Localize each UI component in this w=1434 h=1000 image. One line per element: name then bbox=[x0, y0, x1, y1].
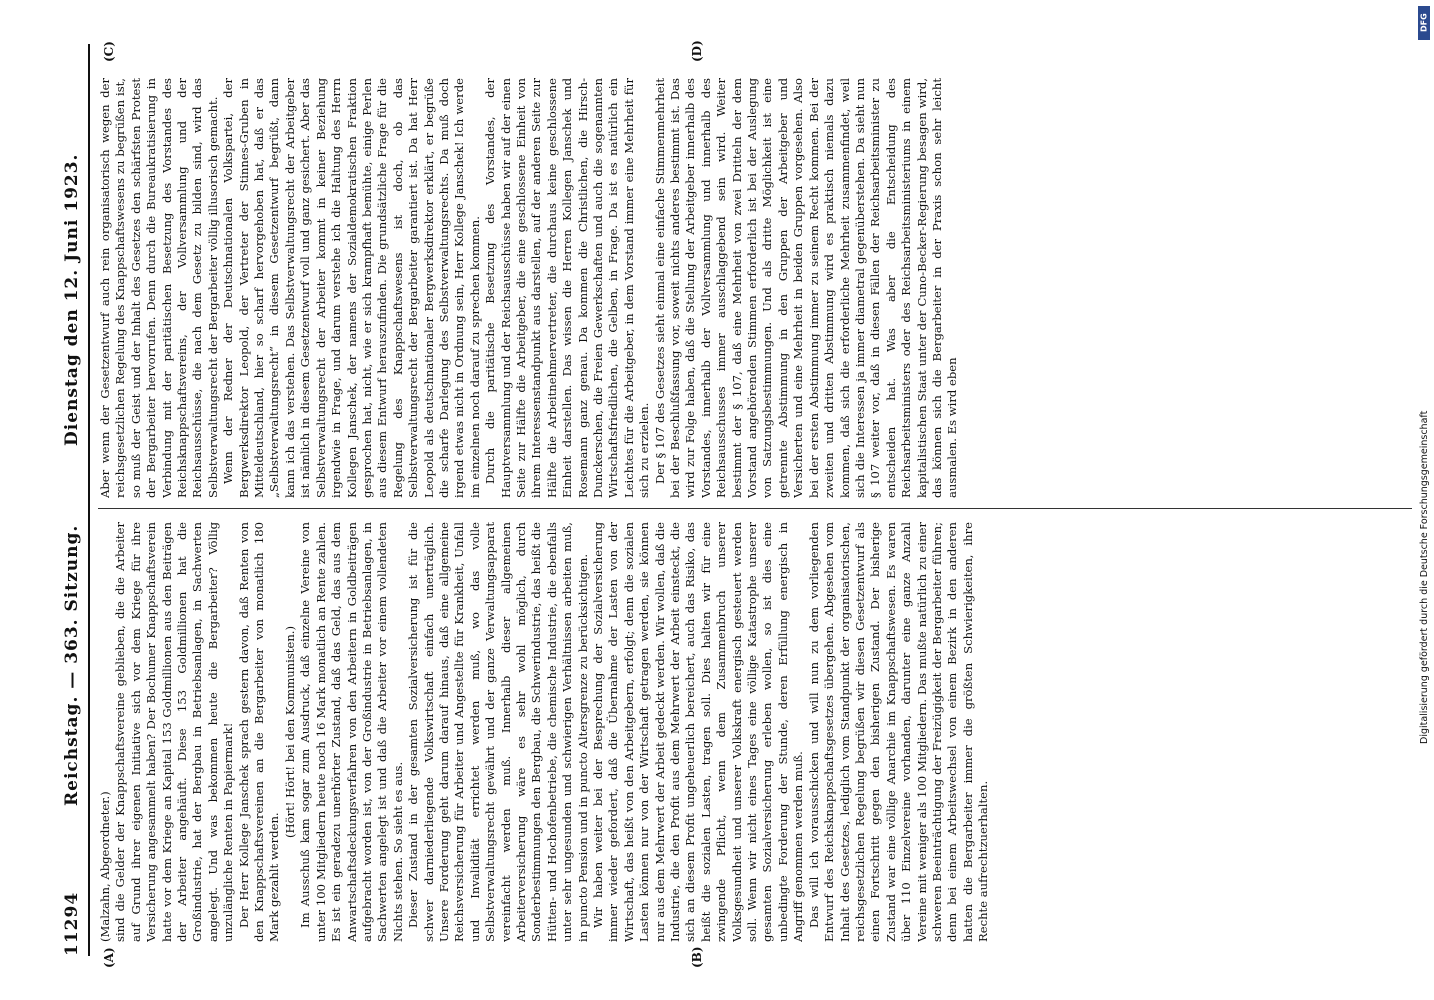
left-column bbox=[98, 522, 1412, 942]
digitization-note: Digitalisierung gefördert durch die Deutsche Forschungsgemeinschaft bbox=[1419, 410, 1430, 744]
paragraph: Durch die paritätische Besetzung des Vorstandes, der Hauptversammlung und der Reichsausschüsse haben wir auf der einen Seite zur Hälfte die Arbeitgeber, die eine geschlossene Einheit von ihrem Interessenstandpunkt aus darstellen, auf der anderen Seite zur Hälfte die Arbeitnehmervertreter, die durchaus keine geschlossene Einheit darstellen. Das wissen die Herren Kollegen Janschek und Rosemann ganz genau. Da kommen die Christlichen, die Hirsch-Dunckerschen, die Freien Gewerkschaften und auch die sogenannten Wirtschaftsfriedlichen, die Gelben, in Frage. Da ist es natürlich ein Leichtes für die Arbeitgeber, in dem Vorstand immer eine Mehrheit für sich zu erzielen. bbox=[483, 78, 652, 498]
paragraph: Aber wenn der Gesetzentwurf auch rein organisatorisch wegen der reichsgesetzlichen Regelung des Knappschaftswesens zu begrüßen ist, so muß der Geist und der Inhalt des Gesetzes den schärfsten Protest der Bergarbeiter hervorrufen. Denn durch die Bureaukratisierung in Verbindung mit der paritätischen Besetzung des Vorstandes des Reichsknappschaftsvereins, der Vollversammlung und der Reichsausschüsse, die nach dem Gesetz zu bilden sind, wird das Selbstverwaltungsrecht der Bergarbeiter völlig illusorisch gemacht. bbox=[98, 78, 220, 498]
page-number: 11294 bbox=[62, 891, 82, 956]
paragraph: Der § 107 des Gesetzes sieht einmal eine einfache Stimmenmehrheit bei der Beschlußfassung vor, soweit nichts anderes bestimmt ist. Das wird zur Folge haben, daß die Stellung der Arbeitgeber innerhalb des Vorstandes, innerhalb der Vollversammlung und innerhalb des Reichsausschusses immer ausschlaggebend sein wird. Weiter bestimmt der § 107, daß eine Mehrheit von zwei Dritteln der dem Vorstand angehörenden Stimmen erforderlich ist bei der Auslegung von Satzungsbestimmungen. Und als dritte Möglichkeit ist eine getrennte Abstimmung in den Gruppen der Arbeitgeber und Versicherten und eine Mehrheit in beiden Gruppen vorgesehen. Also bei der ersten Abstimmung immer zu seinem Recht kommen. Bei der zweiten und dritten Abstimmung wird es praktisch niemals dazu kommen, daß sich die erforderliche Mehrheit zusammenfindet, weil sich die Interessen ja immer diametral gegenüberstehen. Da sieht nun § 107 weiter vor, daß in diesen Fällen der Reichsarbeitsminister zu entscheiden hat. Was aber die Entscheidung des Reichsarbeitsministers oder des Reichsarbeitsministeriums in einem kapitalistischen Staat unter der Cuno-Becker-Regierung besagen wird, das können sich die Bergarbeiter in der Praxis schon sehr leicht ausmalen. Es wird eben bbox=[652, 78, 960, 498]
marker-a: (A) bbox=[102, 947, 116, 968]
right-column bbox=[98, 78, 1412, 498]
marker-c: (C) bbox=[102, 41, 116, 62]
column-divider bbox=[98, 508, 1412, 509]
page-header bbox=[58, 44, 90, 956]
marker-b: (B) bbox=[690, 946, 704, 968]
paragraph: Der Herr Kollege Janschek sprach gestern davon, daß Renten von den Knappschaftsvereinen an die Bergarbeiter von monatlich 180 Mark gezahlt werden. bbox=[236, 522, 282, 942]
header-title-left: Reichstag. — 363. Sitzung. bbox=[62, 524, 82, 806]
paragraph: Im Ausschuß kam sogar zum Ausdruck, daß einzelne Vereine von unter 100 Mitgliedern heute noch 16 Mark monatlich an Rente zahlen. Es ist ein geradezu unerhörter Zustand, daß das Geld, das aus dem Anwartschaftsdeckungsverfahren von den Arbeitern in Goldbeiträgen aufgebracht worden ist, von der Großindustrie in Betriebsanlagen, in Sachwerten angelegt ist und daß die Arbeiter vor einem vollendeten Nichts stehen. So sieht es aus. bbox=[298, 522, 405, 942]
paragraph: Das will ich vorausschicken und will nun zu dem vorliegenden Entwurf des Reichsknappschaftsgesetzes übergehen. Abgesehen vom Inhalt des Gesetzes, lediglich vom Standpunkt der organisatorischen, reichsgesetzlichen Regelung begrüßen wir diesen Gesetzentwurf als einen Fortschritt gegen den bisherigen Zustand. Der bisherige Zustand war eine völlige Anarchie im Knappschaftswesen. Es waren über 110 Einzelvereine vorhanden, darunter eine ganze Anzahl Vereine mit weniger als 100 Mitgliedern. Das mußte natürlich zu einer schweren Beeinträchtigung der Freizügigkeit der Bergarbeiter führen; denn bei einem Arbeitswechsel von einem Bezirk in den anderen hatten die Bergarbeiter immer die größten Schwierigkeiten, ihre Rechte aufrechtzuerhalten. bbox=[806, 522, 991, 942]
marker-d: (D) bbox=[690, 40, 704, 62]
rotated-page bbox=[40, 30, 1420, 970]
speaker-note: (Malzahn, Abgeordneter.) bbox=[98, 791, 112, 942]
paragraph: Wenn der Redner der Deutschnationalen Volkspartei, der Bergwerksdirektor Leopold, der Vertreter der Stinnes-Gruben in Mitteldeutschland, hier so scharf hervorgehoben hat, daß er das „Selbstverwaltungsrecht“ in diesem Gesetzentwurf begrüßt, dann kann ich das verstehen. Das Selbstverwaltungsrecht der Arbeitgeber ist nämlich in diesem Gesetzentwurf voll und ganz gesichert. Aber das Selbstverwaltungsrecht der Arbeiter kommt in keiner Beziehung irgendwie in Frage, und darum verstehe ich die Haltung des Herrn Kollegen Janschek, der namens der Sozialdemokratischen Fraktion gesprochen hat, nicht, wie er sich krampfhaft bemühte, einige Perlen aus diesem Entwurf herauszufinden. Die grundsätzliche Frage für die Regelung des Knappschaftswesens ist doch, ob das Selbstverwaltungsrecht der Bergarbeiter garantiert ist. Da hat Herr Leopold als deutschnationaler Bergwerksdirektor erklärt, er begrüße die scharfe Darlegung des Selbstverwaltungsrechts. Da muß doch irgend etwas nicht in Ordnung sein, Herr Kollege Janschek! Ich werde im einzelnen noch darauf zu sprechen kommen. bbox=[221, 78, 482, 498]
paragraph: Dieser Zustand in der gesamten Sozialversicherung ist für die schwer darniederliegende Volkswirtschaft einfach unerträglich. Unsere Forderung geht darum darauf hinaus, daß eine allgemeine Reichsversicherung für Arbeiter und Angestellte für Krankheit, Unfall und Invalidität errichtet werden muß, wo das volle Selbstverwaltungsrecht gewährt und der ganze Verwaltungsapparat vereinfacht werden muß. Innerhalb dieser allgemeinen Arbeiterversicherung wäre es sehr wohl möglich, durch Sonderbestimmungen den Bergbau, die Schwerindustrie, das heißt die Hütten- und Hochofenbetriebe, die chemische Industrie, die ebenfalls unter sehr ungesunden und schwierigen Verhältnissen arbeiten muß, in puncto Pension und in puncto Altersgrenze zu berücksichtigen. bbox=[406, 522, 590, 942]
paragraph: Wir haben weiter bei der Besprechung der Sozialversicherung immer wieder gefordert, daß die Übernahme der Lasten von der Wirtschaft, das heißt von den Arbeitgebern, erfolgt; denn die sozialen Lasten können nur von der Wirtschaft getragen werden, sie können nur aus dem Mehrwert der Arbeit gedeckt werden. Wir wollen, daß die Industrie, die den Profit aus dem Mehrwert der Arbeit einsteckt, die sich an diesem Profit ungeheuerlich bereichert, auch das Risiko, das heißt die sozialen Lasten, tragen soll. Dies halten wir für eine zwingende Pflicht, wenn dem Zusammenbruch unserer Volksgesundheit und unserer Volkskraft energisch gesteuert werden soll. Wenn wir nicht eines Tages eine völlige Katastrophe unserer gesamten Sozialversicherung erleben wollen, so ist dies eine unbedingte Forderung der Stunde, deren Erfüllung energisch in Angriff genommen werden muß. bbox=[591, 522, 806, 942]
dfg-logo: DFG bbox=[1418, 6, 1430, 40]
paragraph: sind die Gelder der Knappschaftsvereine geblieben, die die Arbeiter auf Grund ihrer eigenen Initiative sich vor dem Kriege für ihre Versicherung angesammelt haben? Der Bochumer Knappschaftsverein hatte vor dem Kriege an Kapital 153 Goldmillionen aus den Beiträgen der Arbeiter angehäuft. Diese 153 Goldmillionen hat die Großindustrie, hat der Bergbau in Betriebsanlagen, in Sachwerten angelegt. Und was bekommen heute die Bergarbeiter? Völlig unzulängliche Renten in Papiermark! bbox=[113, 522, 236, 942]
header-title-right: Dienstag den 12. Juni 1923. bbox=[62, 153, 82, 446]
interjection: (Hört! Hört! bei den Kommunisten.) bbox=[282, 626, 297, 839]
